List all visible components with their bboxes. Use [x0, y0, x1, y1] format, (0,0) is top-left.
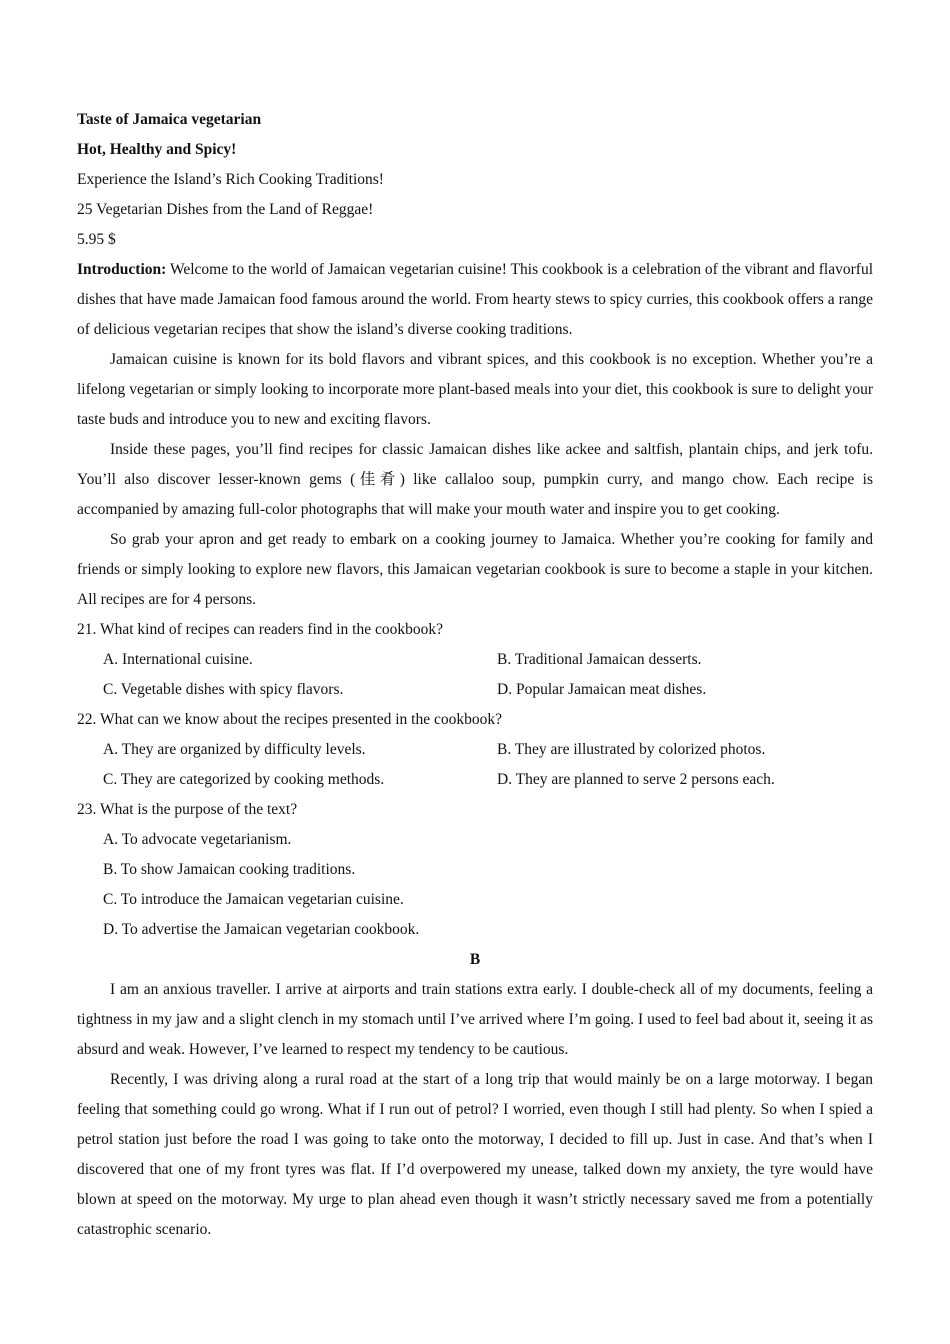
passage-title: Taste of Jamaica vegetarian — [77, 111, 262, 128]
intro-paragraph — [77, 255, 873, 345]
question-23: 23. What is the purpose of the text? — [77, 801, 298, 818]
intro-label: Introduction: — [77, 261, 167, 278]
question-21-option-a: A. International cuisine. — [103, 651, 253, 668]
question-23-option-c: C. To introduce the Jamaican vegetarian cuisine. — [103, 891, 404, 908]
question-22-option-d: D. They are planned to serve 2 persons each. — [497, 771, 775, 788]
price: 5.95 $ — [77, 231, 116, 248]
question-23-option-b: B. To show Jamaican cooking traditions. — [103, 861, 356, 878]
question-22: 22. What can we know about the recipes presented in the cookbook? — [77, 711, 502, 728]
question-21-option-c: C. Vegetable dishes with spicy flavors. — [103, 681, 344, 698]
question-22-options — [77, 735, 873, 795]
intro-text: Welcome to the world of Jamaican vegetarian cuisine! This cookbook is a celebration of the vibrant and flavorful dishes that have made Jamaican food famous around the world. From hearty stews to spicy curries, this cookbook offers a range of delicious vegetarian recipes that show the island’s diverse cooking traditions. — [77, 261, 873, 338]
passage-a-paragraph: So grab your apron and get ready to embark on a cooking journey to Jamaica. Whether you’re cooking for family and friends or simply looking to explore new flavors, this Jamaican vegetarian cookbook is sure to become a staple in your kitchen. All recipes are for 4 persons. — [77, 531, 873, 608]
question-22-option-a: A. They are organized by difficulty levels. — [103, 741, 366, 758]
question-21: 21. What kind of recipes can readers find in the cookbook? — [77, 621, 443, 638]
question-22-option-c: C. They are categorized by cooking methods. — [103, 771, 385, 788]
question-21-option-b: B. Traditional Jamaican desserts. — [497, 651, 702, 668]
passage-a-paragraph: Jamaican cuisine is known for its bold flavors and vibrant spices, and this cookbook is no exception. Whether you’re a lifelong vegetarian or simply looking to incorporate more plant-based meals into your diet, this cookbook is sure to delight your taste buds and introduce you to new and exciting flavors. — [77, 351, 873, 428]
question-21-option-d: D. Popular Jamaican meat dishes. — [497, 681, 707, 698]
question-23-option-a: A. To advocate vegetarianism. — [103, 831, 292, 848]
passage-b-paragraph: Recently, I was driving along a rural road at the start of a long trip that would mainly be on a large motorway. I began feeling that something could go wrong. What if I run out of petrol? I worried, even though I still had plenty. So when I spied a petrol station just before the road I was going to take onto the motorway, I decided to fill up. Just in case. And that’s when I discovered that one of my front tyres was flat. If I’d overpowered my unease, talked down my anxiety, the tyre would have blown at speed on the motorway. My urge to plan ahead even though it wasn’t strictly necessary saved me from a potentially catastrophic scenario. — [77, 1071, 873, 1238]
question-22-option-b: B. They are illustrated by colorized photos. — [497, 741, 766, 758]
passage-a-paragraph: Inside these pages, you’ll find recipes for classic Jamaican dishes like ackee and saltfish, plantain chips, and jerk tofu. You’ll also discover lesser-known gems (佳肴) like callaloo soup, pumpkin curry, and mango chow. Each recipe is accompanied by amazing full-color photographs that will make your mouth water and inspire you to get cooking. — [77, 441, 873, 518]
dish-count-line: 25 Vegetarian Dishes from the Land of Reggae! — [77, 201, 374, 218]
passage-tagline: Experience the Island’s Rich Cooking Traditions! — [77, 171, 384, 188]
passage-subtitle: Hot, Healthy and Spicy! — [77, 141, 237, 158]
question-23-option-d: D. To advertise the Jamaican vegetarian cookbook. — [103, 921, 420, 938]
question-23-options — [77, 825, 873, 945]
passage-b-paragraph: I am an anxious traveller. I arrive at airports and train stations extra early. I double-check all of my documents, feeling a tightness in my jaw and a slight clench in my stomach until I’ve arrived where I’m going. I used to feel bad about it, seeing it as absurd and weak. However, I’ve learned to respect my tendency to be cautious. — [77, 981, 873, 1058]
question-21-options — [77, 645, 873, 705]
document-page — [77, 105, 873, 1245]
section-b-label: B — [469, 951, 481, 968]
